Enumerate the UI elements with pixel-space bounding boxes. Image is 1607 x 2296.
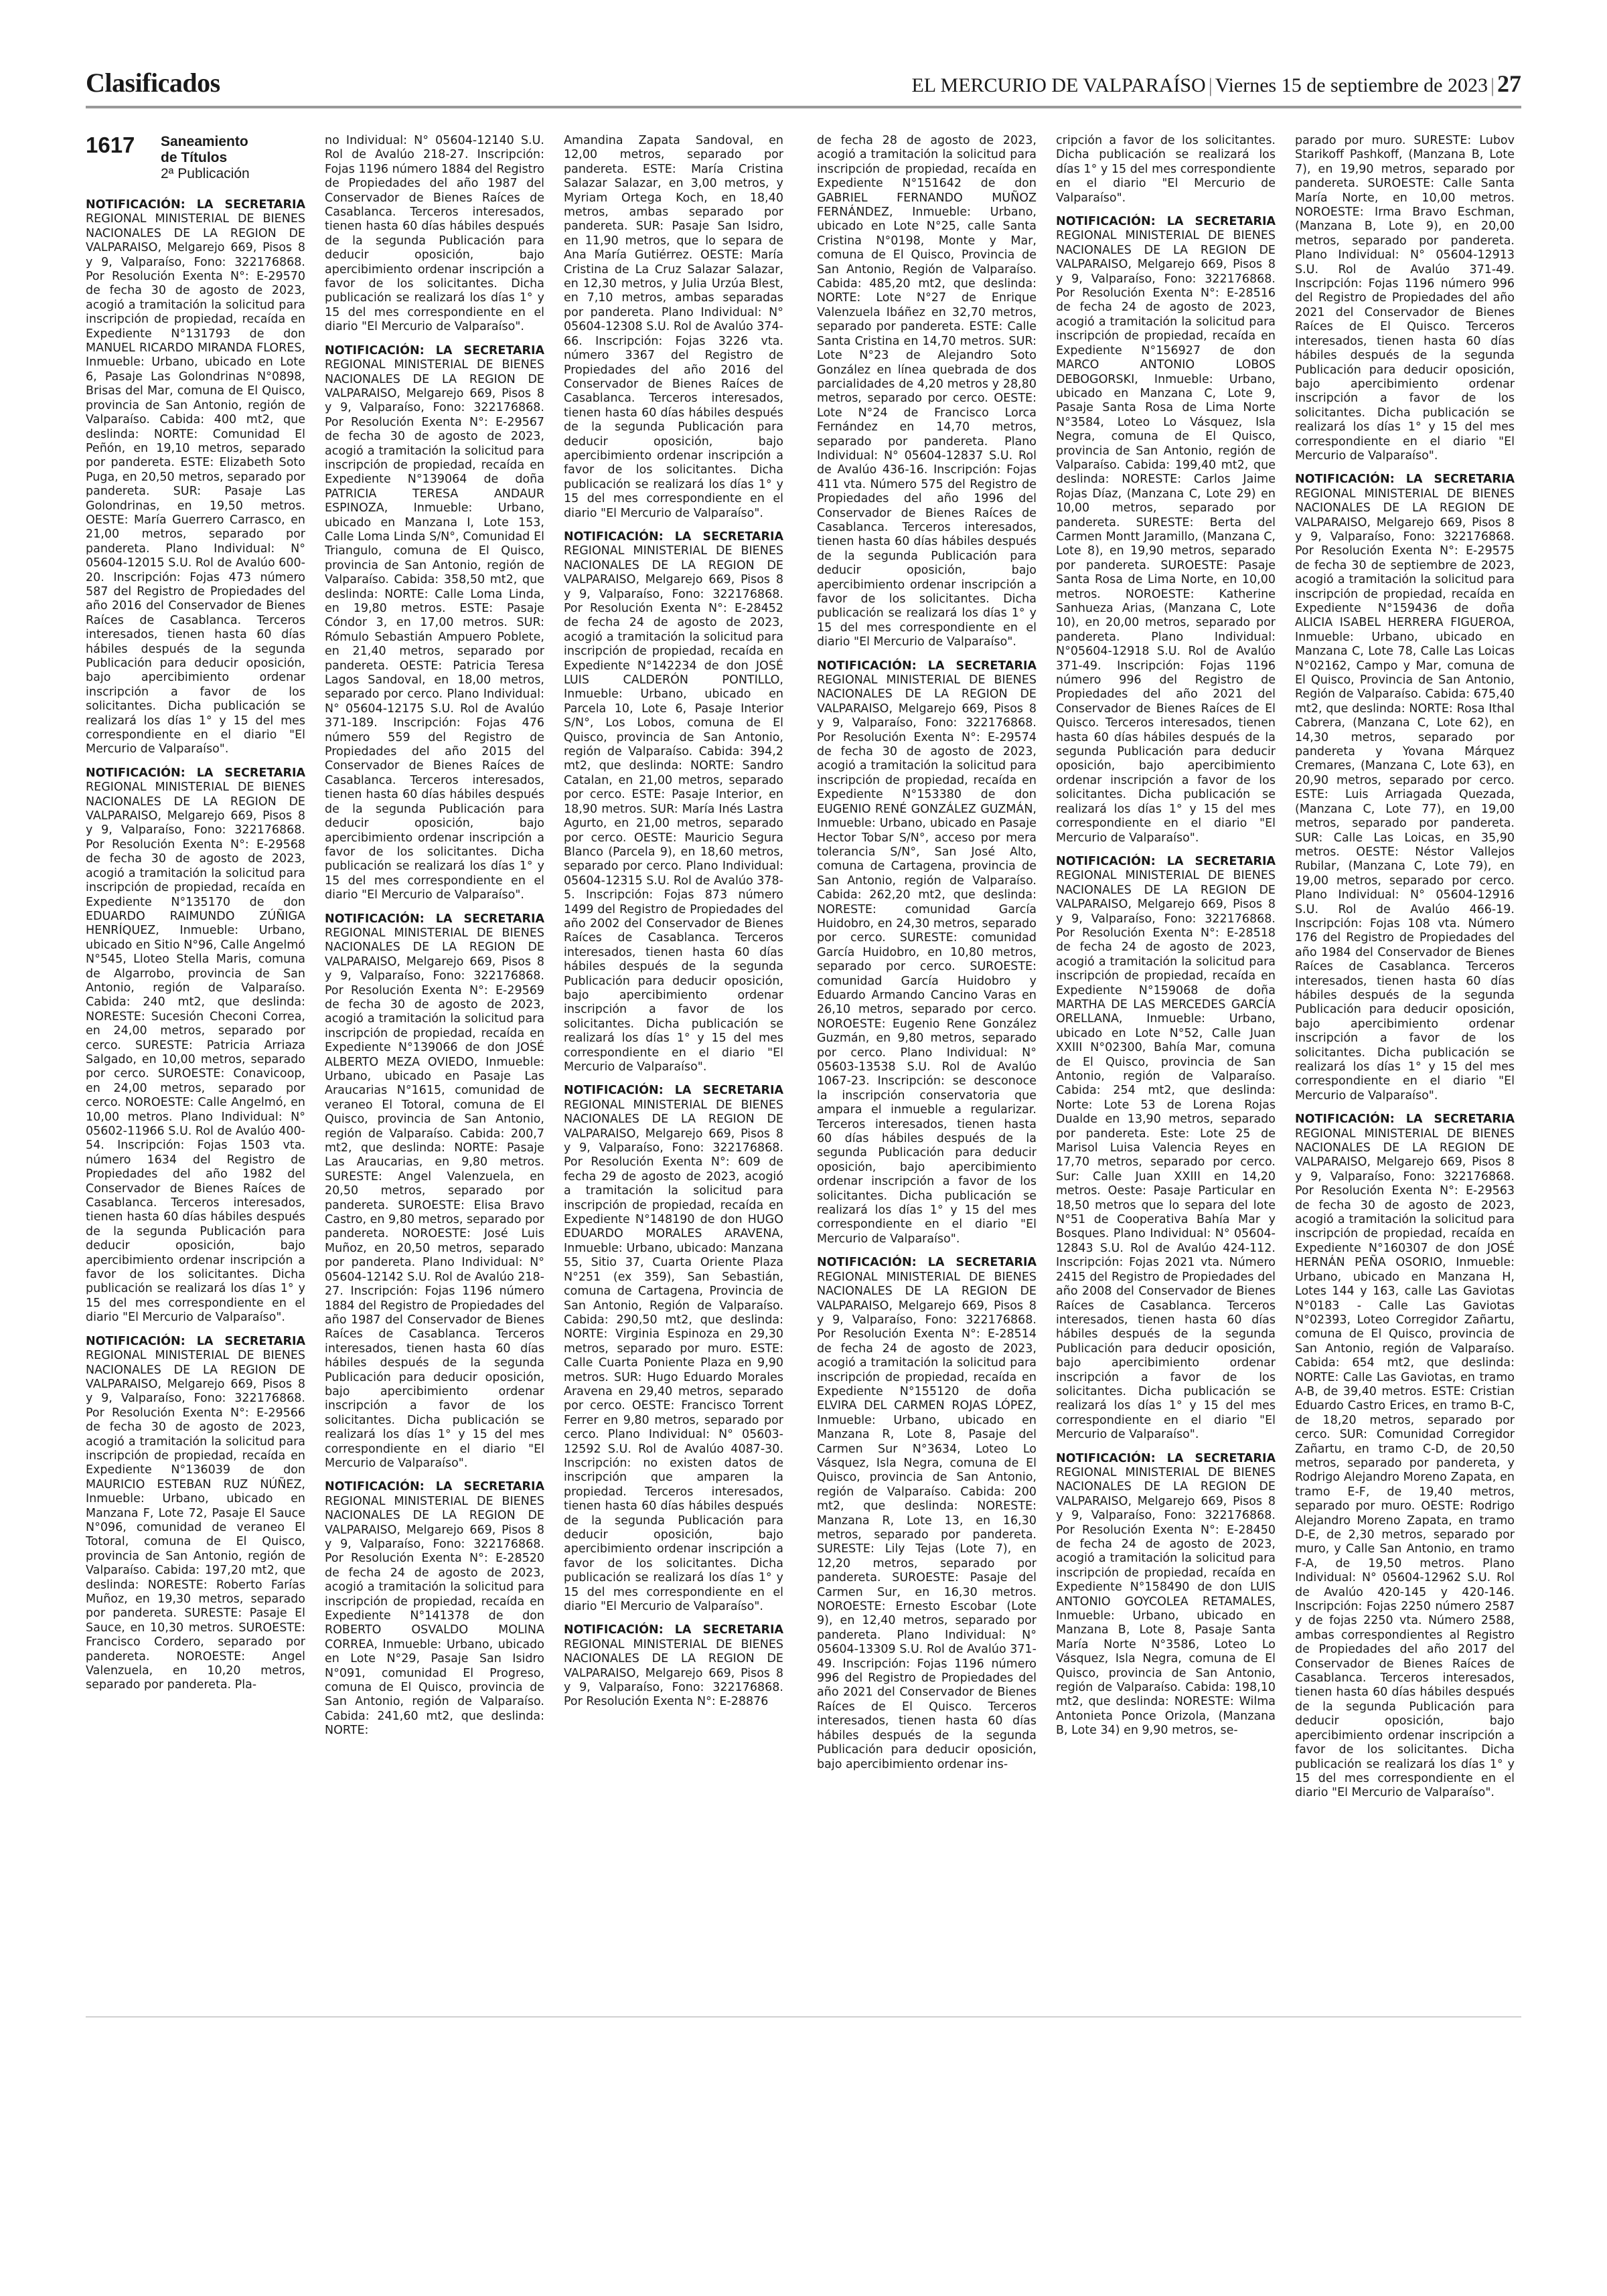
page-number: 27: [1497, 70, 1521, 97]
notice-heading: NOTIFICACIÓN: LA SECRETARIA: [1056, 1451, 1276, 1465]
notice-continuation: [564, 134, 783, 521]
notice-heading: NOTIFICACIÓN: LA SECRETARIA: [325, 1480, 544, 1494]
notice-continuation: [1295, 134, 1515, 463]
notice-continuation: [817, 134, 1037, 650]
notice: [86, 766, 305, 1325]
classification-code: 1617: [86, 134, 135, 157]
newspaper-name: EL MERCURIO DE VALPARAÍSO: [911, 74, 1206, 96]
notice-heading: NOTIFICACIÓN: LA SECRETARIA: [325, 912, 544, 926]
notice-heading: NOTIFICACIÓN: LA SECRETARIA: [1295, 473, 1515, 487]
notice: [86, 1335, 305, 1693]
notice-continuation: [1056, 134, 1276, 206]
notice-heading: NOTIFICACIÓN: LA SECRETARIA: [1295, 1113, 1515, 1127]
notice-body: REGIONAL MINISTERIAL DE BIENES NACIONALES DE LA REGION DE VALPARAISO, Melgarejo 669, Pisos 8 y 9, Valparaíso, Fono: 322176868. Por Resolución Exenta N°: E-28518 de fecha 24 de agosto de 2023, acogió a tramitación la solicitud para inscripción de propiedad, recaída en Expediente N°159068 de doña MARTHA DE LAS MERCEDES GARCÍA ORELLANA, Inmueble: Urbano, ubicado en Lote N°52, Calle Juan XXIII N°02300, Bahía Mar, comuna de El Quisco, provincia de San Antonio, región de Valparaíso. Cabida: 254 mt2, que deslinda: Norte: Lote 53 de Lorena Rojas Dualde en 13,90 metros, separado por pandereta. Este: Lote 25 de Marisol Luisa Valencia Reyes en 17,70 metros, separado por cerco. Sur: Calle Juan XXIII en 14,20 metros. Oeste: Pasaje Particular en 18,50 metros que lo separa del lote N°51 de Cooperativa Bahía Mar y Bosques. Plano Individual: N° 05604-12843 S.U. Rol de Avalúo 424-112. Inscripción: Fojas 2021 vta. Número 2415 del Registro de Propiedades del año 2008 del Conservador de Bienes Raíces de Casablanca. Terceros interesados, tienen hasta 60 días hábiles después de la segunda Publicación para deducir oposición, bajo apercibimiento ordenar inscripción a favor de los solicitantes. Dicha publicación se realizará los días 1° y 15 del mes correspondiente en el diario "El Mercurio de Valparaíso".: [1056, 869, 1276, 1442]
notice: [564, 1623, 783, 1709]
notice-heading: NOTIFICACIÓN: LA SECRETARIA: [817, 659, 1037, 673]
notice-heading: NOTIFICACIÓN: LA SECRETARIA: [86, 766, 305, 780]
column-3: [564, 134, 783, 1874]
notice-body: REGIONAL MINISTERIAL DE BIENES NACIONALES DE LA REGION DE VALPARAISO, Melgarejo 669, Pisos 8 y 9, Valparaíso, Fono: 322176868. Por Resolución Exenta N°: E-29567 de fecha 30 de agosto de 2023, acogió a tramitación la solicitud para inscripción de propiedad, recaída en Expediente N°139064 de doña PATRICIA TERESA ANDAUR ESPINOZA, Inmueble: Urbano, ubicado en Manzana I, Lote 153, Calle Loma Linda S/N°, Comunidad El Triangulo, comuna de El Quisco, provincia de San Antonio, región de Valparaíso. Cabida: 358,50 mt2, que deslinda: NORTE: Calle Loma Linda, en 19,80 metros. ESTE: Pasaje Cóndor 3, en 17,00 metros. SUR: Rómulo Sebastián Ampuero Poblete, en 21,40 metros, separado por pandereta. OESTE: Patricia Teresa Lagos Sandoval, en 18,00 metros, separado por cerco. Plano Individual: N° 05604-12175 S.U. Rol de Avalúo 371-189. Inscripción: Fojas 476 número 559 del Registro de Propiedades del año 2015 del Conservador de Bienes Raíces de Casablanca. Terceros interesados, tienen hasta 60 días hábiles después de la segunda Publicación para deducir oposición, bajo apercibimiento ordenar inscripción a favor de los solicitantes. Dicha publicación se realizará los días 1° y 15 del mes correspondiente en el diario "El Mercurio de Valparaíso".: [325, 358, 544, 902]
notice-body: REGIONAL MINISTERIAL DE BIENES NACIONALES DE LA REGION DE VALPARAISO, Melgarejo 669, Pisos 8 y 9, Valparaíso, Fono: 322176868. Por Resolución Exenta N°: E-29575 de fecha 30 de septiembre de 2023, acogió a tramitación la solicitud para inscripción de propiedad, recaída en Expediente N°159436 de doña ALICIA ISABEL HERRERA FIGUEROA, Inmueble: Urbano, ubicado en Manzana C, Lote 78, Calle Las Loicas N°02162, Campo y Mar, comuna de El Quisco, Provincia de San Antonio, Región de Valparaíso. Cabida: 675,40 mt2, que deslinda: NORTE: Rosa Ithal Cabrera, (Manzana C, Lote 62), en 14,30 metros, separado por pandereta y Yovana Márquez Cremares, (Manzana C, Lote 63), en 20,90 metros, separado por cerco. ESTE: Luis Arriagada Quezada, (Manzana C, Lote 77), en 19,00 metros, separado por pandereta. SUR: Calle Las Loicas, en 35,90 metros. OESTE: Néstor Vallejos Rubilar, (Manzana C, Lote 79), en 19,00 metros, separado por cerco. Plano Individual: N° 05604-12916 S.U. Rol de Avalúo 466-19. Inscripción: Fojas 108 vta. Número 176 del Registro de Propiedades del año 1984 del Conservador de Bienes Raíces de Casablanca. Terceros interesados, tienen hasta 60 días hábiles después de la segunda Publicación para deducir oposición, bajo apercibimiento ordenar inscripción a favor de los solicitantes. Dicha publicación se realizará los días 1° y 15 del mes correspondiente en el diario "El Mercurio de Valparaíso".: [1295, 487, 1515, 1102]
notice: [817, 659, 1037, 1247]
column-4: [817, 134, 1037, 1874]
column-1: [86, 134, 305, 1874]
page-header: [86, 64, 1521, 103]
notice-body: Amandina Zapata Sandoval, en 12,00 metros, separado por pandereta. ESTE: María Cristina Salazar Salazar, en 3,00 metros, y Myriam Ortega Koch, en 18,40 metros, ambas separado por pandereta. SUR: Pasaje San Isidro, en 11,90 metros, que lo separa de Ana María Gutiérrez. OESTE: María Cristina de La Cruz Salazar Salazar, en 12,30 metros, y Julia Urzúa Blest, en 7,10 metros, ambas separadas por pandereta. Plano Individual: N° 05604-12308 S.U. Rol de Avalúo 374-66. Inscripción: Fojas 3226 vta. número 3367 del Registro de Propiedades del año 2016 del Conservador de Bienes Raíces de Casablanca. Terceros interesados, tienen hasta 60 días hábiles después de la segunda Publicación para deducir oposición, bajo apercibimiento ordenar inscripción a favor de los solicitantes. Dicha publicación se realizará los días 1° y 15 del mes correspondiente en el diario "El Mercurio de Valparaíso".: [564, 134, 783, 520]
notice-body: REGIONAL MINISTERIAL DE BIENES NACIONALES DE LA REGION DE VALPARAISO, Melgarejo 669, Pisos 8 y 9, Valparaíso, Fono: 322176868. Por Resolución Exenta N°: E-28876: [564, 1637, 783, 1709]
notice-continuation: [325, 134, 544, 335]
notice: [1295, 473, 1515, 1103]
notice-heading: NOTIFICACIÓN: LA SECRETARIA: [86, 198, 305, 212]
notice-body: REGIONAL MINISTERIAL DE BIENES NACIONALES DE LA REGION DE VALPARAISO, Melgarejo 669, Pisos 8 y 9, Valparaíso, Fono: 322176868. Por Resolución Exenta N°: 609 de fecha 29 de agosto de 2023, acogió a tramitación la solicitud para inscripción de propiedad, recaída en Expediente N°148190 de don HUGO EDUARDO MORALES ARAVENA, Inmueble: Urbano, ubicado: Manzana 55, Sitio 37, Cuarta Oriente Plaza N°251 (ex 359), San Sebastián, comuna de Cartagena, Provincia de San Antonio, Región de Valparaíso. Cabida: 290,50 mt2, que deslinda: NORTE: Virginia Espinoza en 29,30 metros, separado por muro. ESTE: Calle Cuarta Poniente Plaza en 9,90 metros. SUR: Hugo Eduardo Morales Aravena en 29,40 metros, separado por cerco. OESTE: Francisco Torrent Ferrer en 9,80 metros, separado por cerco. Plano Individual: N° 05603-12592 S.U. Rol de Avalúo 4087-30. Inscripción: no existen datos de inscripción que amparen la propiedad. Terceros interesados, tienen hasta 60 días hábiles después de la segunda Publicación para deducir oposición, bajo apercibimiento ordenar inscripción a favor de los solicitantes. Dicha publicación se realizará los días 1° y 15 del mes correspondiente en el diario "El Mercurio de Valparaíso".: [564, 1098, 783, 1614]
notice-heading: NOTIFICACIÓN: LA SECRETARIA: [1056, 215, 1276, 229]
notice-body: REGIONAL MINISTERIAL DE BIENES NACIONALES DE LA REGION DE VALPARAISO, Melgarejo 669, Pisos 8 y 9, Valparaíso, Fono: 322176868. Por Resolución Exenta N°: E-29568 de fecha 30 de agosto de 2023, acogió a tramitación la solicitud para inscripción de propiedad, recaída en Expediente N°135170 de don EDUARDO RAIMUNDO ZÚÑIGA HENRÍQUEZ, Inmueble: Urbano, ubicado en Sitio N°96, Calle Angelmó N°545, Lloteo Stella Maris, comuna de Algarrobo, provincia de San Antonio, región de Valparaíso. Cabida: 240 mt2, que deslinda: NORESTE: Sucesión Checoni Correa, en 24,00 metros, separado por cerco. SURESTE: Patricia Arriaza Salgado, en 10,00 metros, separado por cerco. SUROESTE: Conavicoop, en 24,00 metros, separado por cerco. NOROESTE: Calle Angelmó, en 10,00 metros. Plano Individual: N° 05602-11966 S.U. Rol de Avalúo 400-54. Inscripción: Fojas 1503 vta. número 1634 del Registro de Propiedades del año 1982 del Conservador de Bienes Raíces de Casablanca. Terceros interesados, tienen hasta 60 días hábiles después de la segunda Publicación para deducir oposición, bajo apercibimiento ordenar inscripción a favor de los solicitantes. Dicha publicación se realizará los días 1° y 15 del mes correspondiente en el diario "El Mercurio de Valparaíso".: [86, 781, 305, 1325]
notice-heading: NOTIFICACIÓN: LA SECRETARIA: [1056, 854, 1276, 868]
notice-body: REGIONAL MINISTERIAL DE BIENES NACIONALES DE LA REGION DE VALPARAISO, Melgarejo 669, Pisos 8 y 9, Valparaíso, Fono: 322176868. Por Resolución Exenta N°: E-28520 de fecha 24 de agosto de 2023, acogió a tramitación la solicitud para inscripción de propiedad, recaída en Expediente N°141378 de don ROBERTO OSVALDO MOLINA CORREA, Inmueble: Urbano, ubicado en Lote N°29, Pasaje San Isidro N°091, comunidad El Progreso, comuna de El Quisco, provincia de San Antonio, región de Valparaíso. Cabida: 241,60 mt2, que deslinda: NORTE:: [325, 1494, 544, 1738]
notice-body: REGIONAL MINISTERIAL DE BIENES NACIONALES DE LA REGION DE VALPARAISO, Melgarejo 669, Pisos 8 y 9, Valparaíso, Fono: 322176868. Por Resolución Exenta N°: E-29566 de fecha 30 de agosto de 2023, acogió a tramitación la solicitud para inscripción de propiedad, recaída en Expediente N°136039 de don MAURICIO ESTEBAN RUZ NÚÑEZ, Inmueble: Urbano, ubicado en Manzana F, Lote 72, Pasaje El Sauce N°096, comunidad de veraneo El Totoral, comuna de El Quisco, provincia de San Antonio, región de Valparaíso. Cabida: 197,20 mt2, que deslinda: NORESTE: Roberto Farías Muñoz, en 19,30 metros, separado por pandereta. SURESTE: Pasaje El Sauce, en 10,30 metros. SUROESTE: Francisco Cordero, separado por pandereta. NOROESTE: Angel Valenzuela, en 10,20 metros, separado por pandereta. Pla-: [86, 1349, 305, 1692]
notice: [1056, 215, 1276, 845]
classification-subtitle: 2ª Publicación: [161, 166, 250, 181]
notice-body: REGIONAL MINISTERIAL DE BIENES NACIONALES DE LA REGION DE VALPARAISO, Melgarejo 669, Pisos 8 y 9, Valparaíso, Fono: 322176868. Por Resolución Exenta N°: E-29569 de fecha 30 de agosto de 2023, acogió a tramitación la solicitud para inscripción de propiedad, recaída en Expediente N°139066 de don JOSÉ ALBERTO MEZA OVIEDO, Inmueble: Urbano, ubicado en Pasaje Las Araucarias N°1615, comunidad de veraneo El Totoral, comuna de El Quisco, provincia de San Antonio, región de Valparaíso. Cabida: 200,7 mt2, que deslinda: NORTE: Pasaje Las Araucarias, en 9,80 metros. SURESTE: Angel Valenzuela, en 20,50 metros, separado por pandereta. SUROESTE: Elisa Bravo Castro, en 9,80 metros, separado por pandereta. NOROESTE: José Luis Muñoz, en 20,50 metros, separado por pandereta. Plano Individual: N° 05604-12142 S.U. Rol de Avalúo 218-27. Inscripción: Fojas 1196 número 1884 del Registro de Propiedades del año 1987 del Conservador de Bienes Raíces de Casablanca. Terceros interesados, tienen hasta 60 días hábiles después de la segunda Publicación para deducir oposición, bajo apercibimiento ordenar inscripción a favor de los solicitantes. Dicha publicación se realizará los días 1° y 15 del mes correspondiente en el diario "El Mercurio de Valparaíso".: [325, 926, 544, 1470]
notice-heading: NOTIFICACIÓN: LA SECRETARIA: [325, 343, 544, 357]
classification-title: Saneamiento: [161, 134, 248, 149]
footer-rule: [86, 2016, 1521, 2018]
notice: [564, 1084, 783, 1614]
header-rule: [86, 106, 1521, 108]
classification-heading: [86, 134, 305, 182]
classification-title: de Títulos: [161, 150, 228, 165]
notice-heading: NOTIFICACIÓN: LA SECRETARIA: [817, 1256, 1037, 1270]
notice-body: REGIONAL MINISTERIAL DE BIENES NACIONALES DE LA REGION DE VALPARAISO, Melgarejo 669, Pisos 8 y 9, Valparaíso, Fono: 322176868. Por Resolución Exenta N°: E-28514 de fecha 24 de agosto de 2023, acogió a tramitación la solicitud para inscripción de propiedad, recaída en Expediente N°155120 de doña ELVIRA DEL CARMEN ROJAS LÓPEZ, Inmueble: Urbano, ubicado en Manzana R, Lote 8, Pasaje del Carmen Sur N°3634, Loteo Lo Vásquez, Isla Negra, comuna de El Quisco, provincia de San Antonio, región de Valparaíso. Cabida: 200 mt2, que deslinda: NORESTE: Manzana R, Lote 13, en 16,30 metros, separado por pandereta. SURESTE: Lily Tejas (Lote 7), en 12,20 metros, separado por pandereta. SUROESTE: Pasaje del Carmen Sur, en 16,30 metros. NOROESTE: Ernesto Escobar (Lote 9), en 12,40 metros, separado por pandereta. Plano Individual: N° 05604-13309 S.U. Rol de Avalúo 371-49. Inscripción: Fojas 1196 número 996 del Registro de Propiedades del año 2021 del Conservador de Bienes Raíces de El Quisco. Terceros interesados, tienen hasta 60 días hábiles después de la segunda Publicación para deducir oposición, bajo apercibimiento ordenar ins-: [817, 1270, 1037, 1771]
notice-body: cripción a favor de los solicitantes. Dicha publicación se realizará los días 1° y 15 del mes correspondiente en el diario "El Mercurio de Valparaíso".: [1056, 134, 1276, 205]
notice-body: parado por muro. SURESTE: Lubov Starikoff Pashkoff, (Manzana B, Lote 7), en 19,90 metros, separado por pandereta. SUROESTE: Calle Santa María Norte, en 10,00 metros. NOROESTE: Irma Bravo Eschman, (Manzana B, Lote 9), en 20,00 metros, separado por pandereta. Plano Individual: N° 05604-12913 S.U. Rol de Avalúo 371-49. Inscripción: Fojas 1196 número 996 del Registro de Propiedades del año 2021 del Conservador de Bienes Raíces de El Quisco. Terceros interesados, tienen hasta 60 días hábiles después de la segunda Publicación para deducir oposición, bajo apercibimiento ordenar inscripción a favor de los solicitantes. Dicha publicación se realizará los días 1° y 15 del mes correspondiente en el diario "El Mercurio de Valparaíso".: [1295, 134, 1515, 463]
notice-body: no Individual: N° 05604-12140 S.U. Rol de Avalúo 218-27. Inscripción: Fojas 1196 número 1884 del Registro de Propiedades del año 1987 del Conservador de Bienes Raíces de Casablanca. Terceros interesados, tienen hasta 60 días hábiles después de la segunda Publicación para deducir oposición, bajo apercibimiento ordenar inscripción a favor de los solicitantes. Dicha publicación se realizará los días 1° y 15 del mes correspondiente en el diario "El Mercurio de Valparaíso".: [325, 134, 544, 334]
notice-body: REGIONAL MINISTERIAL DE BIENES NACIONALES DE LA REGION DE VALPARAISO, Melgarejo 669, Pisos 8 y 9, Valparaíso, Fono: 322176868. Por Resolución Exenta N°: E-29570 de fecha 30 de agosto de 2023, acogió a tramitación la solicitud para inscripción de propiedad, recaída en Expediente N°131793 de don MANUEL RICARDO MIRANDA FLORES, Inmueble: Urbano, ubicado en Lote 6, Pasaje Las Golondrinas N°0898, Brisas del Mar, comuna de El Quisco, provincia de San Antonio, región de Valparaíso. Cabida: 400 mt2, que deslinda: NORTE: Comunidad El Peñón, en 19,10 metros, separado por pandereta. ESTE: Elizabeth Soto Puga, en 20,50 metros, separado por pandereta. SUR: Pasaje Las Golondrinas, en 19,50 metros. OESTE: María Guerrero Carrasco, en 21,00 metros, separado por pandereta. Plano Individual: N° 05604-12015 S.U. Rol de Avalúo 600-20. Inscripción: Fojas 473 número 587 del Registro de Propiedades del año 2016 del Conservador de Bienes Raíces de Casablanca. Terceros interesados, tienen hasta 60 días hábiles después de la segunda Publicación para deducir oposición, bajo apercibimiento ordenar inscripción a favor de los solicitantes. Dicha publicación se realizará los días 1° y 15 del mes correspondiente en el diario "El Mercurio de Valparaíso".: [86, 212, 305, 756]
notice: [86, 198, 305, 757]
notice-heading: NOTIFICACIÓN: LA SECRETARIA: [86, 1334, 305, 1348]
column-2: [325, 134, 544, 1874]
notice: [564, 530, 783, 1074]
notice: [817, 1256, 1037, 1772]
publication-date: Viernes 15 de septiembre de 2023: [1215, 74, 1488, 96]
notice: [325, 344, 544, 903]
notice-body: REGIONAL MINISTERIAL DE BIENES NACIONALES DE LA REGION DE VALPARAISO, Melgarejo 669, Pisos 8 y 9, Valparaíso, Fono: 322176868. Por Resolución Exenta N°: E-29563 de fecha 30 de agosto de 2023, acogió a tramitación la solicitud para inscripción de propiedad, recaída en Expediente N°160307 de don JOSÉ HERNÁN PEÑA OSORIO, Inmueble: Urbano, ubicado en Manzana H, Lotes 144 y 163, calle Las Gaviotas N°0183 - Calle Las Gaviotas N°02393, Loteo Corregidor Zañartu, comuna de El Quisco, provincia de San Antonio, región de Valparaíso. Cabida: 654 mt2, que deslinda: NORTE: Calle Las Gaviotas, en tramo A-B, de 39,40 metros. ESTE: Cristian Eduardo Castro Erices, en tramo B-C, de 18,20 metros, separado por cerco. SUR: Comunidad Corregidor Zañartu, en tramo C-D, de 20,50 metros, separado por pandereta, y Rodrigo Alejandro Moreno Zapata, en tramo E-F, de 19,40 metros, separado por muro. OESTE: Rodrigo Alejandro Moreno Zapata, en tramo D-E, de 2,30 metros, separado por muro, y Calle San Antonio, en tramo F-A, de 19,50 metros. Plano Individual: N° 05604-12962 S.U. Rol de Avalúo 420-145 y 420-146. Inscripción: Fojas 2250 número 2587 y de fojas 2250 vta. Número 2588, ambas correspondientes al Registro de Propiedades del año 2017 del Conservador de Bienes Raíces de Casablanca. Terceros interesados, tienen hasta 60 días hábiles después de la segunda Publicación para deducir oposición, bajo apercibimiento ordenar inscripción a favor de los solicitantes. Dicha publicación se realizará los días 1° y 15 del mes correspondiente en el diario "El Mercurio de Valparaíso".: [1295, 1127, 1515, 1800]
masthead: EL MERCURIO DE VALPARAÍSO | Viernes 15 de septiembre de 2023 | 27: [911, 70, 1521, 97]
notice: [1056, 1452, 1276, 1738]
column-5: [1056, 134, 1276, 1874]
column-6: [1295, 134, 1515, 1874]
notice: [1056, 855, 1276, 1443]
notice: [325, 912, 544, 1471]
notice-body: REGIONAL MINISTERIAL DE BIENES NACIONALES DE LA REGION DE VALPARAISO, Melgarejo 669, Pisos 8 y 9, Valparaíso, Fono: 322176868. Por Resolución Exenta N°: E-29574 de fecha 30 de agosto de 2023, acogió a tramitación la solicitud para inscripción de propiedad, recaída en Expediente N°153380 de don EUGENIO RENÉ GONZÁLEZ GUZMÁN, Inmueble: Urbano, ubicado en Pasaje Hector Tobar S/N°, acceso por mera tolerancia S/N°, San José Alto, comuna de Cartagena, provincia de San Antonio, región de Valparaíso. Cabida: 262,20 mt2, que deslinda: NORESTE: comunidad García Huidobro, en 24,30 metros, separado por cerco. SURESTE: comunidad García Huidobro, en 10,80 metros, separado por cerco. SUROESTE: comunidad García Huidobro y Eduardo Armando Cancino Varas en 26,10 metros, separado por cerco. NOROESTE: Eugenio Rene González Guzmán, en 9,80 metros, separado por cerco. Plano Individual: N° 05603-13538 S.U. Rol de Avalúo 1067-23. Inscripción: se desconoce la inscripción conservatoria que ampara el inmueble a regularizar. Terceros interesados, tienen hasta 60 días hábiles después de la segunda Publicación para deducir oposición, bajo apercibimiento ordenar inscripción a favor de los solicitantes. Dicha publicación se realizará los días 1° y 15 del mes correspondiente en el diario "El Mercurio de Valparaíso".: [817, 673, 1037, 1246]
notice-body: REGIONAL MINISTERIAL DE BIENES NACIONALES DE LA REGION DE VALPARAISO, Melgarejo 669, Pisos 8 y 9, Valparaíso, Fono: 322176868. Por Resolución Exenta N°: E-28450 de fecha 24 de agosto de 2023, acogió a tramitación la solicitud para inscripción de propiedad, recaída en Expediente N°158490 de don LUIS ANTONIO GOYCOLEA RETAMALES, Inmueble: Urbano, ubicado en Manzana B, Lote 8, Pasaje Santa María Norte N°3586, Loteo Lo Vásquez, Isla Negra, comuna de El Quisco, provincia de San Antonio, región de Valparaíso. Cabida: 198,10 mt2, que deslinda: NORESTE: Wilma Antonieta Ponce Orizola, (Manzana B, Lote 34) en 9,90 metros, se-: [1056, 1465, 1276, 1738]
notice-heading: NOTIFICACIÓN: LA SECRETARIA: [564, 1084, 783, 1098]
notice-body: REGIONAL MINISTERIAL DE BIENES NACIONALES DE LA REGION DE VALPARAISO, Melgarejo 669, Pisos 8 y 9, Valparaíso, Fono: 322176868. Por Resolución Exenta N°: E-28516 de fecha 24 de agosto de 2023, acogió a tramitación la solicitud para inscripción de propiedad, recaída en Expediente N°156927 de don MARCO ANTONIO LOBOS DEBOGORSKI, Inmueble: Urbano, ubicado en Manzana C, Lote 9, Pasaje Santa Rosa de Lima Norte N°3584, Loteo Lo Vásquez, Isla Negra, comuna de El Quisco, provincia de San Antonio, región de Valparaíso. Cabida: 199,40 mt2, que deslinda: NORESTE: Carlos Jaime Rojas Díaz, (Manzana C, Lote 29) en 10,00 metros, separado por pandereta. SURESTE: Berta del Carmen Montt Jaramillo, (Manzana C, Lote 8), en 19,90 metros, separado por pandereta. SUROESTE: Pasaje Santa Rosa de Lima Norte, en 10,00 metros. NOROESTE: Katherine Sanhueza Arias, (Manzana C, Lote 10), en 20,00 metros, separado por pandereta. Plano Individual: N°05604-12918 S.U. Rol de Avalúo 371-49. Inscripción: Fojas 1196 número 996 del Registro de Propiedades del año 2021 del Conservador de Bienes Raíces de El Quisco. Terceros interesados, tienen hasta 60 días hábiles después de la segunda Publicación para deducir oposición, bajo apercibimiento ordenar inscripción a favor de los solicitantes. Dicha publicación se realizará los días 1° y 15 del mes correspondiente en el diario "El Mercurio de Valparaíso".: [1056, 229, 1276, 845]
notice: [1295, 1113, 1515, 1801]
notice: [325, 1480, 544, 1738]
section-title: Clasificados: [86, 68, 220, 98]
notice-body: de fecha 28 de agosto de 2023, acogió a tramitación la solicitud para inscripción de propiedad, recaída en Expediente N°151642 de don GABRIEL FERNANDO MUÑOZ FERNÁNDEZ, Inmueble: Urbano, ubicado en Lote N°25, calle Santa Cristina N°0198, Monte y Mar, comuna de El Quisco, Provincia de San Antonio, Región de Valparaíso. Cabida: 485,20 mt2, que deslinda: NORTE: Lote N°27 de Enrique Valenzuela Ibáñez en 32,70 metros, separado por pandereta. ESTE: Calle Santa Cristina en 14,70 metros. SUR: Lote N°23 de Alejandro Soto González en línea quebrada de dos parcialidades de 4,20 metros y 28,80 metros, separado por cerco. OESTE: Lote N°24 de Francisco Lorca Fernández en 14,70 metros, separado por pandereta. Plano Individual: N° 05604-12837 S.U. Rol de Avalúo 436-16. Inscripción: Fojas 411 vta. Número 575 del Registro de Propiedades del año 1996 del Conservador de Bienes Raíces de Casablanca. Terceros interesados, tienen hasta 60 días hábiles después de la segunda Publicación para deducir oposición, bajo apercibimiento ordenar inscripción a favor de los solicitantes. Dicha publicación se realizará los días 1° y 15 del mes correspondiente en el diario "El Mercurio de Valparaíso".: [817, 134, 1037, 649]
notice-heading: NOTIFICACIÓN: LA SECRETARIA: [564, 529, 783, 544]
notice-body: REGIONAL MINISTERIAL DE BIENES NACIONALES DE LA REGION DE VALPARAISO, Melgarejo 669, Pisos 8 y 9, Valparaíso, Fono: 322176868. Por Resolución Exenta N°: E-28452 de fecha 24 de agosto de 2023, acogió a tramitación la solicitud para inscripción de propiedad, recaída en Expediente N°142234 de don JOSÉ LUIS CALDERÓN PONTILLO, Inmueble: Urbano, ubicado en Parcela 10, Lote 6, Pasaje Interior S/N°, Los Lobos, comuna de El Quisco, provincia de San Antonio, región de Valparaíso. Cabida: 394,2 mt2, que deslinda: NORTE: Sandro Catalan, en 21,00 metros, separado por cerco. ESTE: Pasaje Interior, en 18,90 metros. SUR: María Inés Lastra Agurto, en 21,00 metros, separado por cerco. OESTE: Mauricio Segura Blanco (Parcela 9), en 18,60 metros, separado por cerco. Plano Individual: 05604-12315 S.U. Rol de Avalúo 378-5. Inscripción: Fojas 873 número 1499 del Registro de Propiedades del año 2002 del Conservador de Bienes Raíces de Casablanca. Terceros interesados, tienen hasta 60 días hábiles después de la segunda Publicación para deducir oposición, bajo apercibimiento ordenar inscripción a favor de los solicitantes. Dicha publicación se realizará los días 1° y 15 del mes correspondiente en el diario "El Mercurio de Valparaíso".: [564, 544, 783, 1074]
notice-heading: NOTIFICACIÓN: LA SECRETARIA: [564, 1623, 783, 1637]
